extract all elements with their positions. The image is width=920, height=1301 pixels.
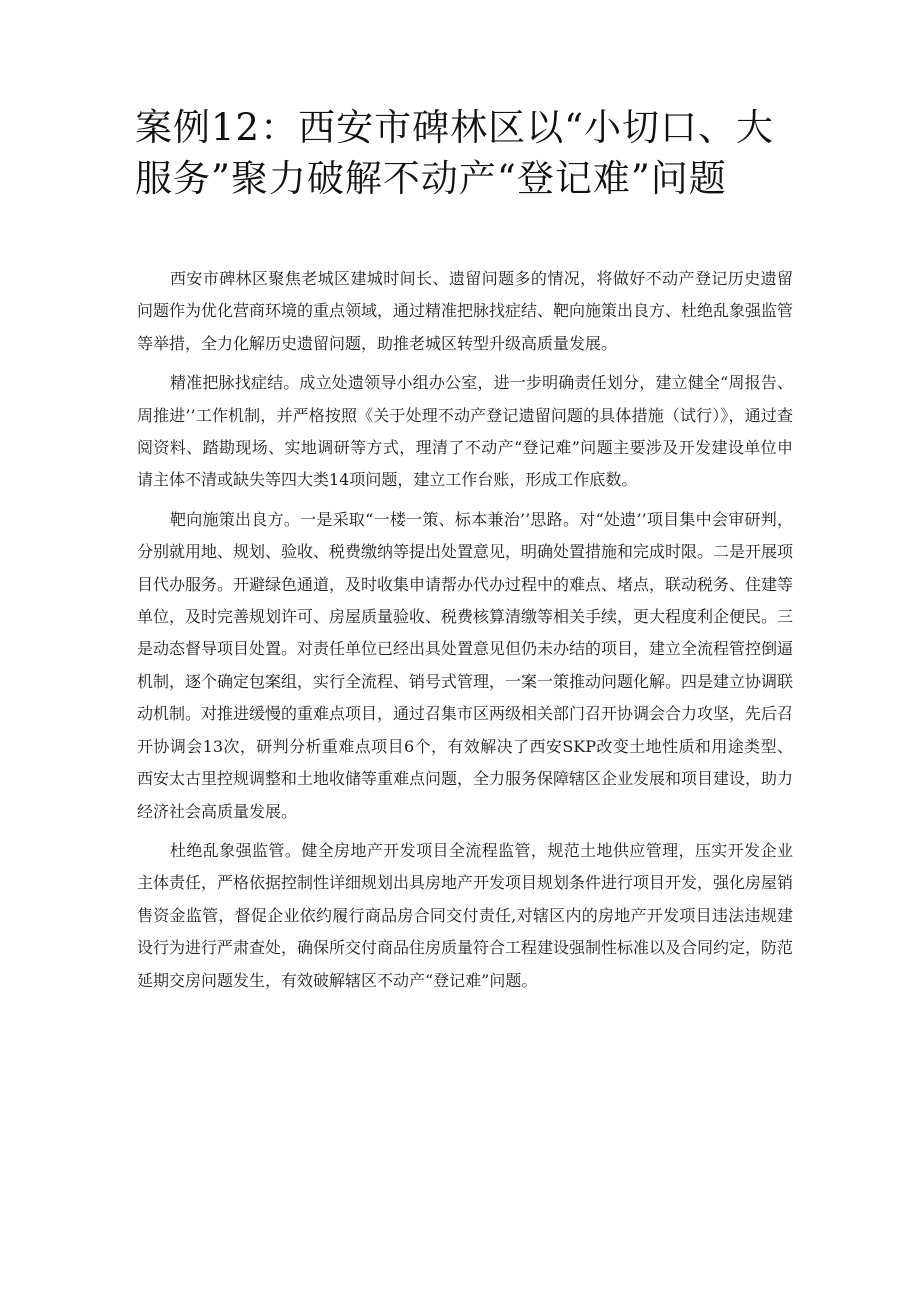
document-body: [137, 263, 793, 1004]
paragraph-supervision: 杜绝乱象强监管。健全房地产开发项目全流程监管，规范土地供应管理，压实开发企业主体责任，严格依据控制性详细规划出具房地产开发项目规划条件进行项目开发，强化房屋销售资金监管，督促企业依约履行商品房合同交付责任,对辖区内的房地产开发项目违法违规建设行为进行严肃查处，确保所交付商品住房质量符合工程建设强制性标准以及合同约定，防范延期交房问题发生，有效破解辖区不动产“登记难”问题。: [137, 840, 794, 990]
paragraph-diagnosis: 精准把脉找症结。成立处遗领导小组办公室，进一步明确责任划分，建立健全“周报告、周推进’’工作机制，并严格按照《关于处理不动产登记遗留问题的具体措施（试行）》，通过查阅资料、踏勘现场、实地调研等方式，理清了不动产“登记难”问题主要涉及开发建设单位申请主体不清或缺失等四大类14项问题，建立工作台账，形成工作底数。: [137, 373, 793, 490]
document-title: 案例12：西安市碑林区以“小切口、大服务”聚力破解不动产“登记难”问题: [135, 106, 774, 200]
paragraph-intro: 西安市碑林区聚焦老城区建城时间长、遗留问题多的情况，将做好不动产登记历史遗留问题作为优化营商环境的重点领域，通过精准把脉找症结、靶向施策出良方、杜绝乱象强监管等举措，全力化解历史遗留问题，助推老城区转型升级高质量发展。: [137, 269, 794, 353]
paragraph-measures: 靶向施策出良方。一是采取“一楼一策、标本兼治’’思路。对“处遗’’项目集中会审研判，分别就用地、规划、验收、税费缴纳等提出处置意见，明确处置措施和完成时限。二是开展项目代办服务。开避绿色通道，及时收集申请帮办代办过程中的难点、堵点，联动税务、住建等单位，及时完善规划许可、房屋质量验收、税费核算清缴等相关手续，更大程度利企便民。三是动态督导项目处置。对责任单位已经出具处置意见但仍未办结的项目，建立全流程管控倒逼机制，逐个确定包案组，实行全流程、销号式管理，一案一策推动问题化解。四是建立协调联动机制。对推进缓慢的重难点项目，通过召集市区两级相关部门召开协调会合力攻坚，先后召开协调会13次，研判分析重难点项目6个，有效解决了西安SKP改变土地性质和用途类型、西安太古里控规调整和土地收储等重难点问题，全力服务保障辖区企业发展和项目建设，助力经济社会高质量发展。: [137, 509, 794, 821]
